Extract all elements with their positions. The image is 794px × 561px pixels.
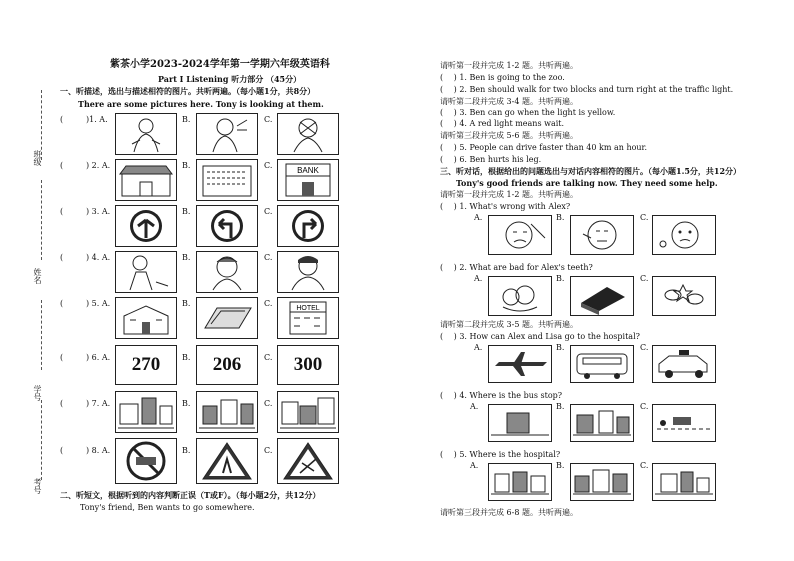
- s2-part3-instruction: 请听第三段并完成 5-6 题。共听两遍。: [440, 131, 578, 140]
- binding-label-class: 班级: [33, 150, 42, 166]
- picture-5b-mat-icon: [196, 297, 258, 339]
- s2-statement-3: ( ) 3. Ben can go when the light is yellow.: [440, 108, 616, 117]
- s2-statement-1: ( ) 1. Ben is going to the zoo.: [440, 73, 565, 82]
- q1-option-c: C.: [264, 115, 273, 124]
- section2-heading: 二、听短文，根据听到的内容判断正误（T或F）。（每小题2分，共12分）: [60, 490, 321, 500]
- s2-statement-2: ( ) 2. Ben should walk for two blocks and turn right at the traffic light.: [440, 85, 734, 94]
- q1-option-b: B.: [182, 115, 191, 124]
- q1-number-option-a: )1. A.: [86, 115, 108, 124]
- q7-answer-paren: (: [60, 399, 64, 408]
- q6-option-c: C.: [264, 353, 273, 362]
- s2-statement-5: ( ) 5. People can drive faster than 40 km an hour.: [440, 143, 648, 152]
- section1-intro: There are some pictures here. Tony is looking at them.: [78, 99, 324, 109]
- s3-question-4: ( ) 4. Where is the bus stop?: [440, 391, 563, 400]
- q2-option-c: C.: [264, 161, 273, 170]
- s3-q1-option-b: B.: [556, 213, 565, 222]
- exam-title: 紫茶小学2023-2024学年第一学期六年级英语科: [110, 59, 330, 70]
- number-box-6a: 270: [115, 345, 177, 385]
- part-heading: Part I Listening 听力部分 （45分）: [158, 74, 302, 84]
- number-box-6b: 206: [196, 345, 258, 385]
- picture-s3q3c-taxi-icon: [652, 345, 716, 383]
- picture-s3q4a-map-icon: [488, 404, 552, 442]
- q5-answer-paren: (: [60, 299, 64, 308]
- picture-1c-person-icon: [277, 113, 339, 155]
- q8-option-b: B.: [182, 446, 191, 455]
- q4-option-c: C.: [264, 253, 273, 262]
- q6-number-option-a: ) 6. A.: [86, 353, 111, 362]
- picture-1a-person-icon: [115, 113, 177, 155]
- number-box-6c: 300: [277, 345, 339, 385]
- s3-q3-option-a: A.: [474, 343, 483, 352]
- picture-8c-warning-sign-icon: [277, 438, 339, 484]
- picture-s3q2c-candy-icon: [652, 276, 716, 316]
- q4-option-b: B.: [182, 253, 191, 262]
- s3-q4-option-c: C.: [640, 402, 649, 411]
- picture-3c-turn-right-sign-icon: [277, 205, 339, 247]
- picture-s3q4c-map-icon: [652, 404, 716, 442]
- s2-part1-instruction: 请听第一段并完成 1-2 题。共听两遍。: [440, 61, 578, 70]
- s3-part2-instruction: 请听第二段并完成 3-5 题。共听两遍。: [440, 320, 578, 329]
- picture-s3q5a-map-icon: [488, 463, 552, 501]
- s3-question-5: ( ) 5. Where is the hospital?: [440, 450, 561, 459]
- binding-label-name: 姓名: [33, 268, 42, 284]
- picture-s3q3b-bus-icon: [570, 345, 634, 383]
- picture-2a-shop-icon: [115, 159, 177, 201]
- picture-7b-street-icon: [196, 391, 258, 433]
- bank-sign: BANK: [297, 166, 319, 175]
- q2-number-option-a: ) 2. A.: [86, 161, 111, 170]
- q6-option-b: B.: [182, 353, 191, 362]
- section3-intro: Tony's good friends are talking now. They need some help.: [456, 178, 718, 188]
- q8-option-c: C.: [264, 446, 273, 455]
- s2-part2-instruction: 请听第二段并完成 3-4 题。共听两遍。: [440, 97, 578, 106]
- picture-2c-bank-icon: [277, 159, 339, 201]
- picture-s3q5c-map-icon: [652, 463, 716, 501]
- q5-option-b: B.: [182, 299, 191, 308]
- picture-8b-warning-sign-icon: [196, 438, 258, 484]
- picture-3a-sign-icon: [115, 205, 177, 247]
- binding-line: [41, 300, 42, 370]
- q7-number-option-a: ) 7. A.: [86, 399, 111, 408]
- q3-option-c: C.: [264, 207, 273, 216]
- q2-answer-paren: (: [60, 161, 64, 170]
- s3-question-3: ( ) 3. How can Alex and Lisa go to the hospital?: [440, 332, 640, 341]
- q3-number-option-a: ) 3. A.: [86, 207, 111, 216]
- picture-s3q2b-chocolate-icon: [570, 276, 634, 316]
- s3-q2-option-a: A.: [474, 274, 483, 283]
- s3-q1-option-c: C.: [640, 213, 649, 222]
- s3-question-2: ( ) 2. What are bad for Alex's teeth?: [440, 263, 593, 272]
- picture-s3q2a-fruit-icon: [488, 276, 552, 316]
- picture-3b-turn-left-sign-icon: [196, 205, 258, 247]
- s3-part3-instruction: 请听第三段并完成 6-8 题。共听两遍。: [440, 508, 578, 517]
- q6-answer-paren: (: [60, 353, 64, 362]
- q7-option-b: B.: [182, 399, 191, 408]
- s3-q2-option-c: C.: [640, 274, 649, 283]
- picture-5a-school-icon: [115, 297, 177, 339]
- binding-label-exam: 考号: [33, 478, 42, 494]
- s3-q2-option-b: B.: [556, 274, 565, 283]
- binding-line: [41, 180, 42, 260]
- picture-5c-hotel-icon: [277, 297, 339, 339]
- q5-option-c: C.: [264, 299, 273, 308]
- q1-answer-paren: (: [60, 115, 64, 124]
- q3-answer-paren: (: [60, 207, 64, 216]
- binding-line: [41, 400, 42, 480]
- picture-s3q1c-fever-face-icon: [652, 215, 716, 255]
- section2-intro: Tony's friend, Ben wants to go somewhere.: [80, 503, 255, 512]
- section1-heading: 一、听描述，选出与描述相符的图片。共听两遍。（每小题1分，共8分）: [60, 86, 316, 96]
- hotel-sign: HOTEL: [296, 305, 320, 312]
- picture-1b-person-icon: [196, 113, 258, 155]
- s3-q5-option-b: B.: [556, 461, 565, 470]
- picture-s3q5b-map-icon: [570, 463, 634, 501]
- picture-2b-cinema-icon: [196, 159, 258, 201]
- picture-s3q3a-plane-icon: [488, 345, 552, 383]
- picture-s3q1a-sick-face-icon: [488, 215, 552, 255]
- s3-q3-option-b: B.: [556, 343, 565, 352]
- binding-label-seat: 学号: [33, 385, 42, 401]
- s2-statement-6: ( ) 6. Ben hurts his leg.: [440, 155, 542, 164]
- s3-q1-option-a: A.: [474, 213, 483, 222]
- picture-7c-street-icon: [277, 391, 339, 433]
- q8-answer-paren: (: [60, 446, 64, 455]
- s3-q5-option-a: A.: [470, 461, 479, 470]
- picture-4a-person-icon: [115, 251, 177, 293]
- section3-heading: 三、听对话，根据给出的问题选出与对话内容相符的图片。（每小题1.5分，共12分）: [440, 166, 742, 176]
- s3-q4-option-b: B.: [556, 402, 565, 411]
- s3-question-1: ( ) 1. What's wrong with Alex?: [440, 202, 571, 211]
- q5-number-option-a: ) 5. A.: [86, 299, 111, 308]
- picture-8a-no-entry-sign-icon: [115, 438, 177, 484]
- picture-7a-street-icon: [115, 391, 177, 433]
- q4-answer-paren: (: [60, 253, 64, 262]
- q3-option-b: B.: [182, 207, 191, 216]
- q7-option-c: C.: [264, 399, 273, 408]
- picture-4c-person-icon: [277, 251, 339, 293]
- picture-s3q1b-toothache-face-icon: [570, 215, 634, 255]
- q8-number-option-a: ) 8. A.: [86, 446, 111, 455]
- picture-4b-person-icon: [196, 251, 258, 293]
- q2-option-b: B.: [182, 161, 191, 170]
- s3-q5-option-c: C.: [640, 461, 649, 470]
- q4-number-option-a: ) 4. A.: [86, 253, 111, 262]
- s3-q4-option-a: A.: [470, 402, 479, 411]
- picture-s3q4b-map-icon: [570, 404, 634, 442]
- s2-statement-4: ( ) 4. A red light means wait.: [440, 119, 565, 128]
- s3-part1-instruction: 请听第一段并完成 1-2 题。共听两遍。: [440, 190, 578, 199]
- s3-q3-option-c: C.: [640, 343, 649, 352]
